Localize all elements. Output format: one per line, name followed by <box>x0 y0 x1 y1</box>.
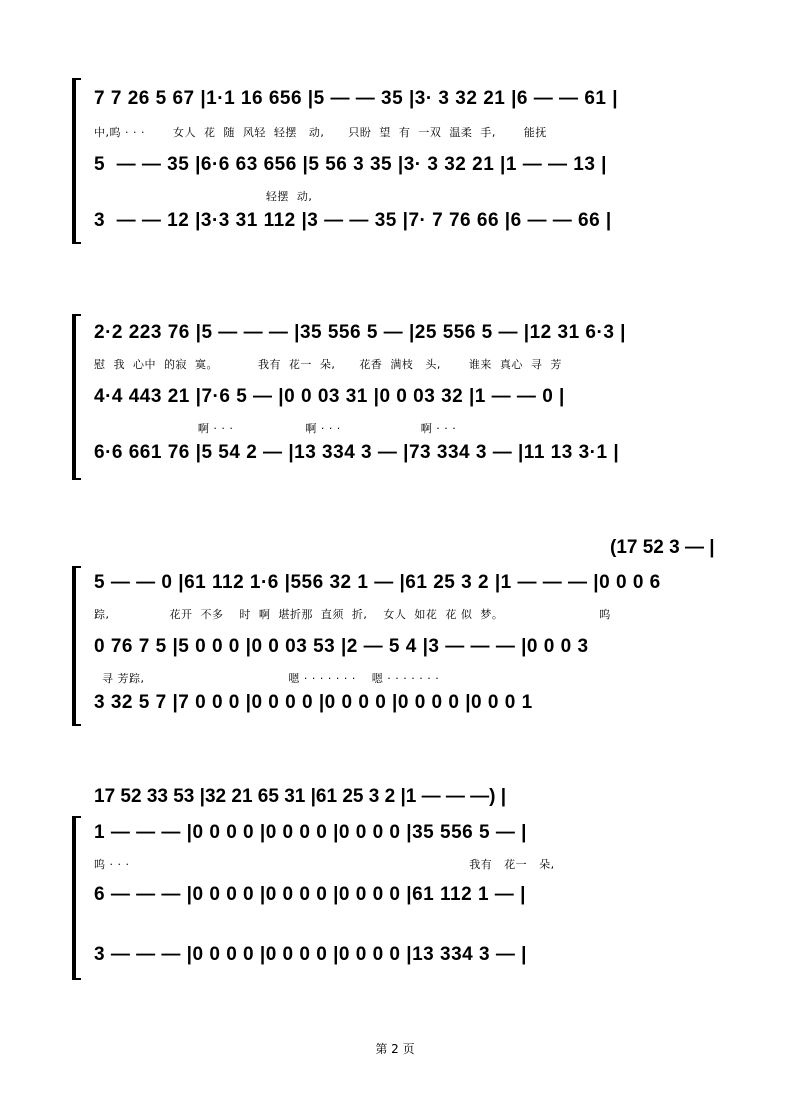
voice-1-lyrics: 中,呜 · · · 女人 花 随 风轻 轻摆 动, 只盼 望 有 一双 温柔 手, 能抚 <box>94 126 547 139</box>
voice-2-notes: 4·4 443 21 |7·6 5 — |0 0 03 31 |0 0 03 32 |1 — — 0 | <box>94 386 565 407</box>
voice-1-lyrics: 呜 · · · 我有 花一 朵, <box>94 858 555 871</box>
voice-2-lyrics: 啊 · · · 啊 · · · 啊 · · · <box>94 422 457 435</box>
voice-1-notes: 1 — — — |0 0 0 0 |0 0 0 0 |0 0 0 0 |35 556 5 — | <box>94 822 527 843</box>
interlude-line: 17 52 33 53 |32 21 65 31 |61 25 3 2 |1 — — —) | <box>94 786 507 807</box>
voice-3-notes: 3 — — — |0 0 0 0 |0 0 0 0 |0 0 0 0 |13 334 3 — | <box>94 944 527 965</box>
voice-2-notes: 6 — — — |0 0 0 0 |0 0 0 0 |0 0 0 0 |61 112 1 — | <box>94 884 526 905</box>
voice-2-lyrics: 轻摆 动, <box>94 190 313 203</box>
voice-3-notes: 6·6 661 76 |5 54 2 — |13 334 3 — |73 334 3 — |11 13 3·1 | <box>94 442 620 463</box>
system-brace <box>72 78 81 244</box>
voice-2-notes: 0 76 7 5 |5 0 0 0 |0 0 03 53 |2 — 5 4 |3 — — — |0 0 0 3 <box>94 636 589 657</box>
voice-3-notes: 3 — — 12 |3·3 31 112 |3 — — 35 |7· 7 76 66 |6 — — 66 | <box>94 210 612 231</box>
voice-2-lyrics: 寻 芳踪, 嗯 · · · · · · · 嗯 · · · · · · · <box>94 672 440 685</box>
system-brace <box>72 816 81 980</box>
voice-1-lyrics: 慰 我 心中 的寂 寞。 我有 花一 朵, 花香 满枝 头, 谁来 真心 寻 芳 <box>94 358 562 371</box>
score-system-2 <box>72 314 727 480</box>
score-system-3 <box>72 566 727 726</box>
voice-1-notes: 2·2 223 76 |5 — — — |35 556 5 — |25 556 5 — |12 31 6·3 | <box>94 322 626 343</box>
page-number: 第 2 页 <box>375 1042 415 1056</box>
interlude-start: (17 52 3 — | <box>610 537 715 558</box>
score-system-1 <box>72 78 727 244</box>
system-brace <box>72 566 81 726</box>
score-system-4 <box>72 816 727 980</box>
voice-1-notes: 7 7 26 5 67 |1·1 16 656 |5 — — 35 |3· 3 32 21 |6 — — 61 | <box>94 88 619 109</box>
system-brace <box>72 314 81 480</box>
voice-1-lyrics: 踪, 花开 不多 时 啊 堪折那 直须 折, 女人 如花 花 似 梦。 呜 <box>94 608 611 621</box>
voice-3-notes: 3 32 5 7 |7 0 0 0 |0 0 0 0 |0 0 0 0 |0 0 0 0 |0 0 0 1 <box>94 692 533 713</box>
voice-1-notes: 5 — — 0 |61 112 1·6 |556 32 1 — |61 25 3 2 |1 — — — |0 0 0 6 <box>94 572 661 593</box>
voice-2-notes: 5 — — 35 |6·6 63 656 |5 56 3 35 |3· 3 32 21 |1 — — 13 | <box>94 154 607 175</box>
